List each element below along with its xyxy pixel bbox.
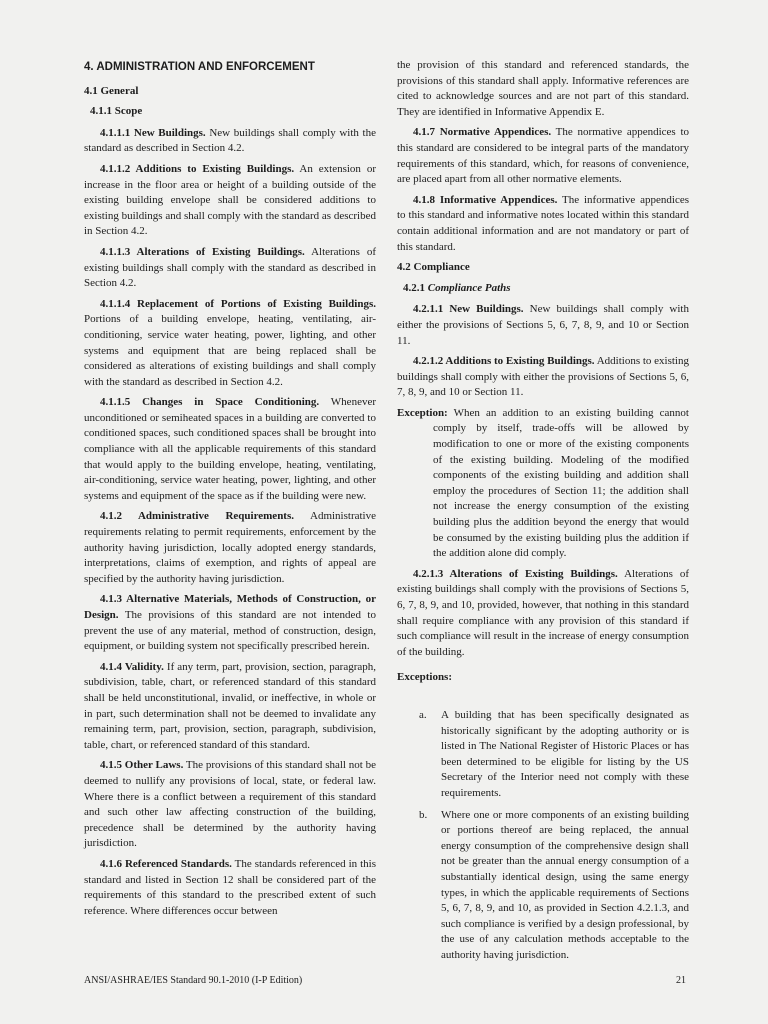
paragraph-4-1-5: 4.1.5 Other Laws. The provisions of this standard shall not be deemed to nullify any provisions of local, state, or federal law. Where there is a conflict between a requirement of this standard and such other law affecting construction of the building, precedence shall be determined by the authority having jurisdiction.	[84, 759, 377, 850]
paragraph-4-1-1-3: 4.1.1.3 Alterations of Existing Buildings. Alterations of existing buildings shall comply with the standard as described in Section 4.2.	[84, 245, 376, 290]
paragraph-4-1-6: 4.1.6 Referenced Standards. The standards referenced in this standard and listed in Section 12 shall be considered part of the requirements of this standard to the prescribed extent of such reference. Where differences occur between	[84, 857, 376, 917]
paragraph-4-1-6-continued: the provision of this standard and referenced standards, the provisions of this standard shall apply. Informative references are cited to acknowledge sources and are not part of this standard. They are identified in Informative Appendix E.	[397, 59, 689, 118]
paragraph-4-1-1-5: 4.1.1.5 Changes in Space Conditioning. Whenever unconditioned or semiheated spaces in a building are converted to conditioned spaces, such conditioned spaces shall be brought into compliance with all the applicable requirements of this standard that would apply to the building envelope, heating, ventilating, air-conditioning, service water heating, power, lighting, and other systems and equipment of the space as if the building were new.	[84, 396, 376, 502]
chapter-heading: 4. ADMINISTRATION AND ENFORCEMENT	[84, 61, 315, 73]
exceptions-label: Exceptions:	[397, 671, 452, 684]
section-heading-4-2: 4.2 Compliance	[397, 261, 470, 274]
paragraph-4-2-1-3: 4.2.1.3 Alterations of Existing Buildings. Alterations of existing buildings shall comply with the provisions of Sections 5, 6, 7, 8, 9, and 10, provided, however, that nothing in this standard shall require compliance with any provision of this standard if such compliance will result in the increase of energy consumption of the building.	[397, 567, 689, 658]
footer-standard-title: ANSI/ASHRAE/IES Standard 90.1-2010 (I-P Edition)	[84, 975, 303, 986]
paragraph-4-1-4: 4.1.4 Validity. If any term, part, provision, section, paragraph, subdivision, table, chart, or referenced standard of this standard shall be held unconstitutional, invalid, or ineffective, in whole or in part, such determination shall not be deemed to invalidate any remaining term, part, provision, section, paragraph, subdivision, table, chart, or referenced standard of this standard.	[84, 660, 377, 751]
list-item: b. Where one or more components of an existing building or portions thereof are being replaced, the annual energy consumption of the comprehensive design shall not be greater than the annual energy consumption of a substantially identical design, using the same energy types, in which the applicable requirements of Sections 5, 6, 7, 8, 9, and 10, as provided in Section 4.2.1.3, and such compliance is verified by a design professional, by the use of any calculation methods acceptable to the authority having jurisdiction.	[419, 808, 689, 961]
section-heading-4-1-1: 4.1.1 Scope	[90, 105, 143, 118]
paragraph-4-2-1-1: 4.2.1.1 New Buildings. New buildings shall comply with either the provisions of Sections 5, 6, 7, 8, 9, and 10 or Section 11.	[397, 303, 689, 347]
paragraph-4-1-1-1: 4.1.1.1 New Buildings. New buildings shall comply with the standard as described in Section 4.2.	[84, 126, 376, 155]
right-column	[397, 58, 689, 969]
page-number: 21	[676, 975, 686, 986]
exceptions-list	[397, 708, 689, 964]
paragraph-4-1-3: 4.1.3 Alternative Materials, Methods of Construction, or Design. The provisions of this standard are not intended to prevent the use of any material, method of construction, design, equipment, or building system not specifically prescribed herein.	[84, 593, 376, 653]
section-heading-4-1: 4.1 General	[84, 84, 139, 97]
paragraph-4-1-1-4: 4.1.1.4 Replacement of Portions of Existing Buildings. Portions of a building envelope, heating, ventilating, air-conditioning, service water heating, power, lighting, and other systems and equipment that are being replaced shall be considered as alterations of existing buildings and shall comply with the standard as described in Section 4.2.	[84, 297, 376, 388]
exception-block: Exception: When an addition to an existing building cannot comply by itself, trade-offs will be allowed by modification to one or more of the existing components of the existing building. Modeling of the modified components of the existing building and addition shall employ the procedures of Section 11; the addition shall not increase the energy consumption of the existing building plus the addition beyond the energy that would be consumed by the existing building plus the addition if the addition alone did comply.	[397, 406, 689, 560]
paragraph-4-1-7: 4.1.7 Normative Appendices. The normative appendices to this standard are considered to be integral parts of the mandatory requirements of this standard, which, for reasons of convenience, are placed apart from all other normative elements.	[397, 126, 690, 186]
section-heading-4-2-1: 4.2.1 Compliance Paths	[403, 281, 511, 294]
paragraph-4-1-1-2: 4.1.1.2 Additions to Existing Buildings. An extension or increase in the floor area or height of a building outside of the existing building envelope shall be considered additions to existing buildings and shall comply with the standard as described in Section 4.2.	[84, 162, 376, 238]
paragraph-4-2-1-2: 4.2.1.2 Additions to Existing Buildings. Additions to existing buildings shall comply with either the provisions of Sections 5, 6, 7, 8, 9, and 10 or Section 11.	[397, 355, 689, 399]
left-column	[84, 58, 376, 924]
paragraph-4-1-2: 4.1.2 Administrative Requirements. Administrative requirements relating to permit requirements, enforcement by the authority having jurisdiction, locally adopted energy standards, interpretations, claims of exemption, and rights of appeal are specified by the authority having jurisdiction.	[84, 510, 376, 585]
paragraph-4-1-8: 4.1.8 Informative Appendices. The informative appendices to this standard and informative notes located within this standard contain additional information and are not mandatory or part of this standard.	[397, 193, 690, 253]
list-item: a. A building that has been specifically designated as historically significant by the adopting authority or is listed in The National Register of Historic Places or has been determined to be eligible for listing by the US Secretary of the Interior need not comply with these requirements.	[419, 708, 689, 799]
